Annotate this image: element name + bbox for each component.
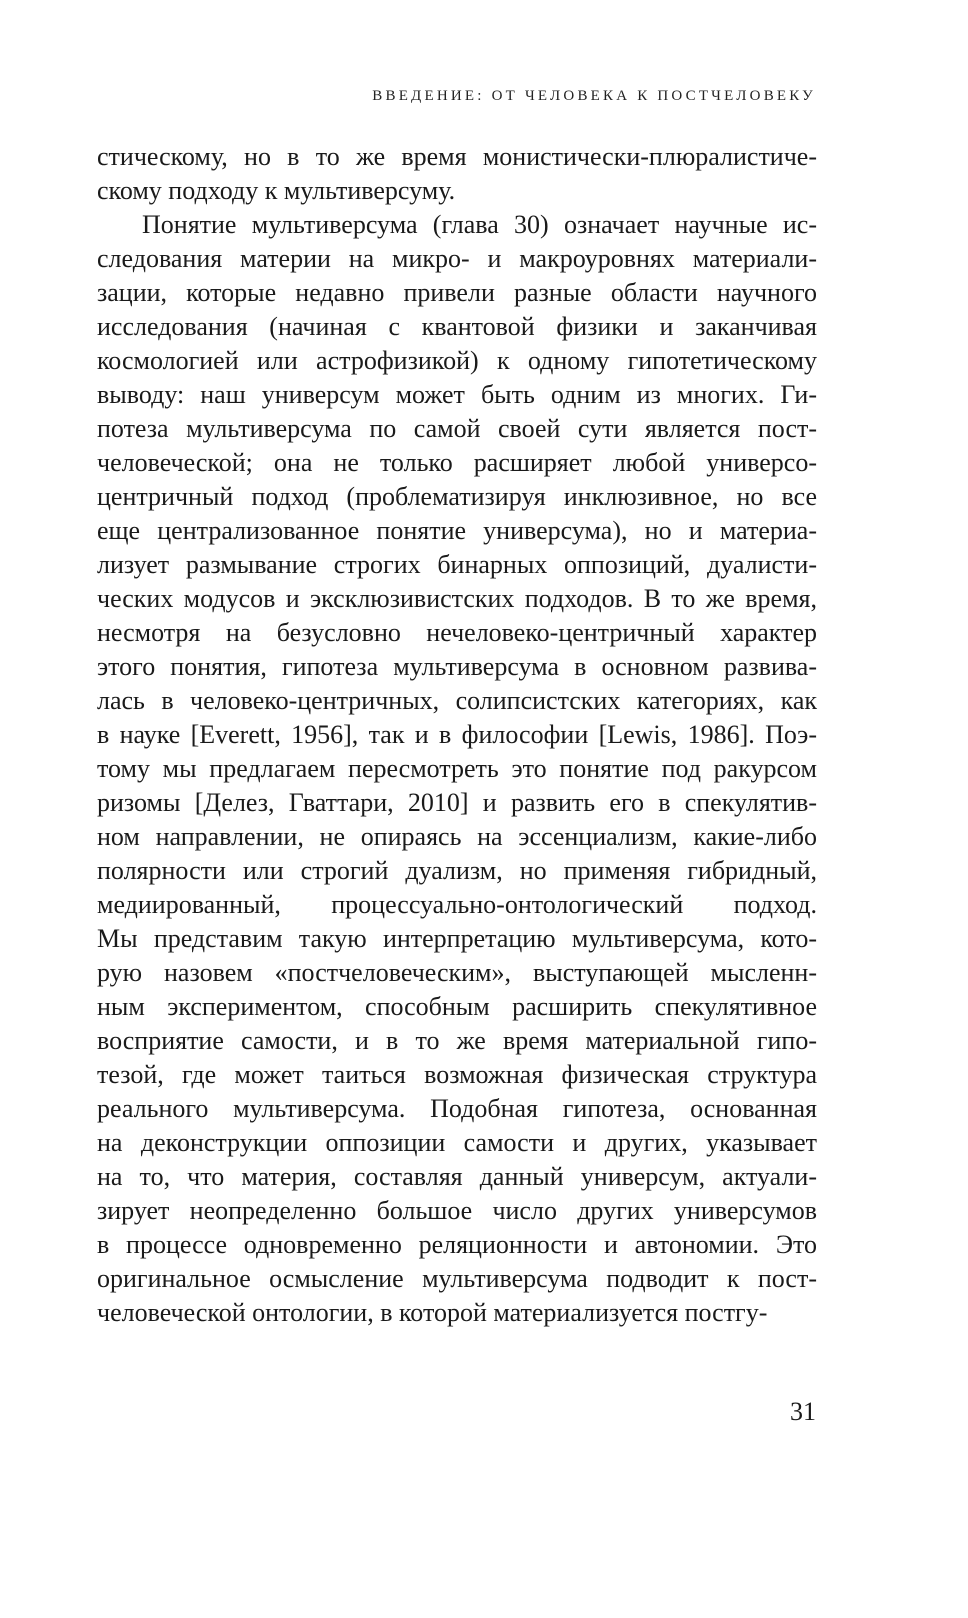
text-line: человеческой; она не только расширяет любой универсо- [97, 448, 817, 477]
text-line: рую назовем «постчеловеческим», выступающей мысленн- [97, 958, 817, 987]
text-line: космологией или астрофизикой) к одному гипотетическому [97, 346, 817, 375]
text-line: тому мы предлагаем пересмотреть это понятие под ракурсом [97, 754, 817, 783]
text-line: Мы представим такую интерпретацию мультиверсума, кото- [97, 924, 817, 953]
text-line: еще централизованное понятие универсума), но и материа- [97, 516, 817, 545]
text-line: стическому, но в то же время монистически-плюралистиче- [97, 142, 817, 171]
text-line: оригинальное осмысление мультиверсума подводит к пост- [97, 1264, 817, 1293]
text-line: восприятие самости, и в то же время материальной гипо- [97, 1026, 817, 1055]
running-head: ВВЕДЕНИЕ: ОТ ЧЕЛОВЕКА К ПОСТЧЕЛОВЕКУ [372, 88, 816, 104]
text-line: лизует размывание строгих бинарных оппозиций, дуалисти- [97, 550, 817, 579]
text-line: ном направлении, не опираясь на эссенциализм, какие-либо [97, 822, 817, 851]
text-line: полярности или строгий дуализм, но применяя гибридный, [97, 856, 817, 885]
page-number: 31 [790, 1397, 816, 1426]
text-line: скому подходу к мультиверсуму. [97, 176, 456, 205]
text-line: зирует неопределенно большое число других универсумов [97, 1196, 817, 1225]
text-line: центричный подход (проблематизируя инклюзивное, но все [97, 482, 817, 511]
text-line: этого понятия, гипотеза мультиверсума в основном развива- [97, 652, 817, 681]
text-line: лась в человеко-центричных, солипсистских категориях, как [97, 686, 817, 715]
text-line: Понятие мультиверсума (глава 30) означает научные ис- [142, 210, 817, 239]
text-line: следования материи на микро- и макроуровнях материали- [97, 244, 817, 273]
text-line: несмотря на безусловно нечеловеко-центричный характер [97, 618, 817, 647]
text-line: ным экспериментом, способным расширить спекулятивное [97, 992, 817, 1021]
text-line: медиированный, процессуально-онтологический подход. [97, 890, 817, 919]
text-line: тезой, где может таиться возможная физическая структура [97, 1060, 817, 1089]
text-line: на деконструкции оппозиции самости и других, указывает [97, 1128, 817, 1157]
text-line: на то, что материя, составляя данный универсум, актуали- [97, 1162, 817, 1191]
body-text [97, 140, 817, 1330]
text-line: зации, которые недавно привели разные области научного [97, 278, 817, 307]
text-line: исследования (начиная с квантовой физики и заканчивая [97, 312, 817, 341]
text-line: выводу: наш универсум может быть одним из многих. Ги- [97, 380, 817, 409]
text-line: ризомы [Делез, Гваттари, 2010] и развить его в спекулятив- [97, 788, 817, 817]
text-line: ческих модусов и эксклюзивистских подходов. В то же время, [97, 584, 817, 613]
text-line: реального мультиверсума. Подобная гипотеза, основанная [97, 1094, 817, 1123]
text-line: человеческой онтологии, в которой материализуется постгу- [97, 1298, 768, 1327]
text-line: в процессе одновременно реляционности и автономии. Это [97, 1230, 817, 1259]
text-line: в науке [Everett, 1956], так и в философии [Lewis, 1986]. Поэ- [97, 720, 817, 749]
text-line: потеза мультиверсума по самой своей сути является пост- [97, 414, 817, 443]
